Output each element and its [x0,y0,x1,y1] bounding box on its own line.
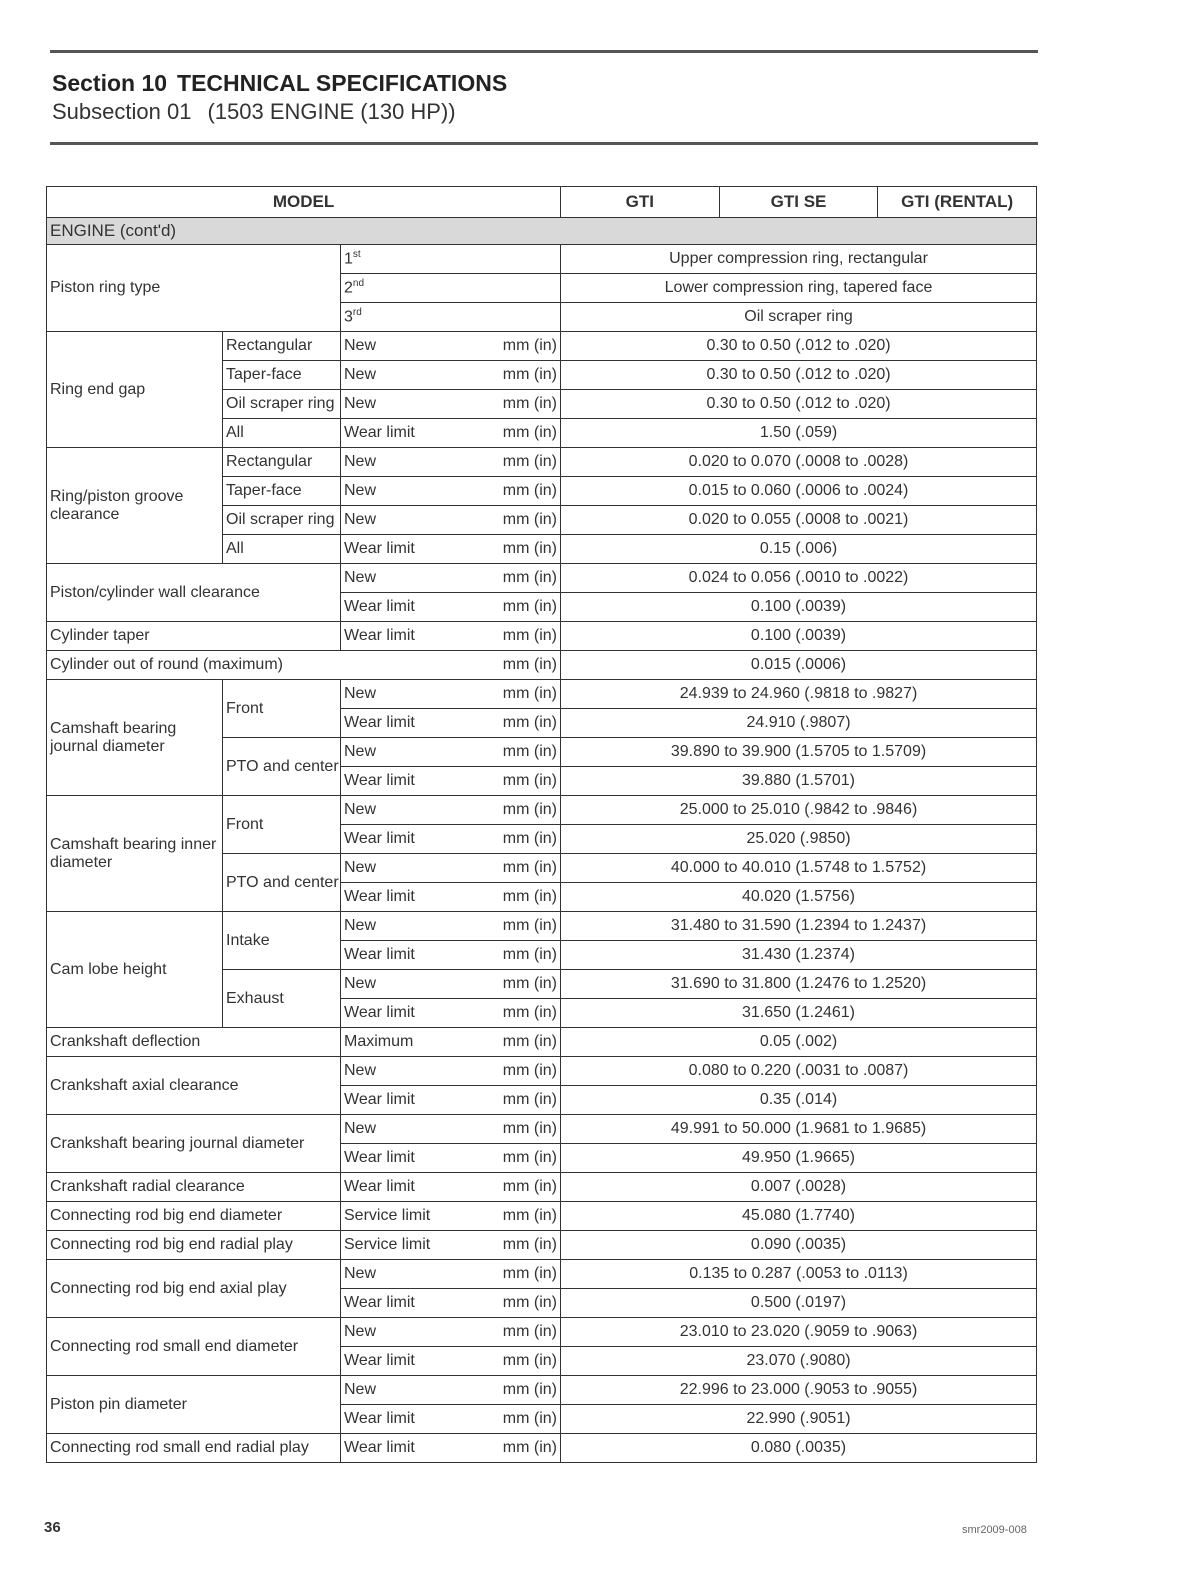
spec-value: 40.000 to 40.010 (1.5748 to 1.5752) [561,854,1037,883]
engine-label: ENGINE (cont'd) [47,218,1037,245]
spec-value: 0.35 (.014) [561,1086,1037,1115]
unit: mm (in) [491,912,561,941]
position-label: Exhaust [223,970,341,1028]
unit: mm (in) [491,796,561,825]
table-row [47,1115,1037,1144]
section-title [52,70,507,97]
table-row [47,1057,1037,1086]
ring-type: Taper-face [223,477,341,506]
table-row [47,651,1037,680]
rod-big-diameter-label: Connecting rod big end diameter [47,1202,341,1231]
unit: mm (in) [491,970,561,999]
condition: New [341,1115,491,1144]
rod-big-axial-label: Connecting rod big end axial play [47,1260,341,1318]
unit: mm (in) [491,361,561,390]
condition: New [341,970,491,999]
cylinder-round-label: Cylinder out of round (maximum) [47,651,491,680]
unit: mm (in) [491,1434,561,1463]
piston-ring-type-label: Piston ring type [47,245,341,332]
spec-value: 0.500 (.0197) [561,1289,1037,1318]
condition: Wear limit [341,1144,491,1173]
condition: New [341,1057,491,1086]
gti-header: GTI [561,187,720,217]
unit: mm (in) [491,1347,561,1376]
spec-value: 1.50 (.059) [561,419,1037,448]
spec-value: 0.020 to 0.055 (.0008 to .0021) [561,506,1037,535]
spec-value: 0.080 (.0035) [561,1434,1037,1463]
spec-value: 0.007 (.0028) [561,1173,1037,1202]
spec-value: 40.020 (1.5756) [561,883,1037,912]
crank-axial-label: Crankshaft axial clearance [47,1057,341,1115]
unit: mm (in) [491,1260,561,1289]
position-label: PTO and center [223,854,341,912]
spec-value: 22.990 (.9051) [561,1405,1037,1434]
rod-big-radial-label: Connecting rod big end radial play [47,1231,341,1260]
table-header-row [47,187,1037,218]
table-row [47,1434,1037,1463]
condition: Wear limit [341,1347,491,1376]
spec-value: 0.30 to 0.50 (.012 to .020) [561,332,1037,361]
spec-value: 31.430 (1.2374) [561,941,1037,970]
unit: mm (in) [491,535,561,564]
header-rule-top [50,50,1038,53]
engine-group-row [47,218,1037,245]
ring-groove-label: Ring/piston groove clearance [47,448,223,564]
condition: Wear limit [341,825,491,854]
spec-value: 25.020 (.9850) [561,825,1037,854]
condition: New [341,1318,491,1347]
condition: Wear limit [341,593,491,622]
ring-type: All [223,419,341,448]
crank-deflection-label: Crankshaft deflection [47,1028,341,1057]
condition: Maximum [341,1028,491,1057]
condition: New [341,738,491,767]
piston-pin-label: Piston pin diameter [47,1376,341,1434]
gti-rental-header: GTI (RENTAL) [901,192,1014,211]
ring-type: Oil scraper ring [223,390,341,419]
unit: mm (in) [491,825,561,854]
page-number: 36 [44,1519,61,1536]
condition: Service limit [341,1231,491,1260]
cylinder-taper-label: Cylinder taper [47,622,341,651]
condition: Wear limit [341,1405,491,1434]
spec-value: 23.070 (.9080) [561,1347,1037,1376]
spec-value: 24.910 (.9807) [561,709,1037,738]
gti-se-header: GTI SE [720,187,879,217]
unit: mm (in) [491,1057,561,1086]
position-label: Front [223,680,341,738]
subsection-title [52,99,456,125]
table-row [47,332,1037,361]
unit: mm (in) [491,622,561,651]
unit: mm (in) [491,1028,561,1057]
variant-header-group [561,187,1037,218]
subsection-label: Subsection 01 [52,99,192,124]
unit: mm (in) [491,883,561,912]
ring-type: Rectangular [223,448,341,477]
piston-cylinder-label: Piston/cylinder wall clearance [47,564,341,622]
condition: Wear limit [341,1289,491,1318]
table-row [47,796,1037,825]
rod-small-radial-label: Connecting rod small end radial play [47,1434,341,1463]
unit: mm (in) [491,680,561,709]
crank-journal-label: Crankshaft bearing journal diameter [47,1115,341,1173]
spec-value: 0.015 (.0006) [561,651,1037,680]
spec-value: 31.690 to 31.800 (1.2476 to 1.2520) [561,970,1037,999]
unit: mm (in) [491,1405,561,1434]
spec-table [46,186,1037,1463]
condition: Wear limit [341,767,491,796]
unit: mm (in) [491,477,561,506]
unit: mm (in) [491,593,561,622]
spec-value: 49.991 to 50.000 (1.9681 to 1.9685) [561,1115,1037,1144]
condition: New [341,448,491,477]
subsection-name: (1503 ENGINE (130 HP)) [207,99,456,124]
unit: mm (in) [491,999,561,1028]
unit: mm (in) [491,651,561,680]
unit: mm (in) [491,448,561,477]
spec-value: 39.890 to 39.900 (1.5705 to 1.5709) [561,738,1037,767]
table-row [47,622,1037,651]
ring-end-gap-label: Ring end gap [47,332,223,448]
unit: mm (in) [491,390,561,419]
unit: mm (in) [491,1144,561,1173]
table-row [47,1318,1037,1347]
condition: Wear limit [341,999,491,1028]
condition: New [341,506,491,535]
condition: New [341,390,491,419]
table-row [47,1260,1037,1289]
spec-value: 31.480 to 31.590 (1.2394 to 1.2437) [561,912,1037,941]
table-row [47,1173,1037,1202]
spec-value: 0.024 to 0.056 (.0010 to .0022) [561,564,1037,593]
table-row [47,448,1037,477]
crank-radial-label: Crankshaft radial clearance [47,1173,341,1202]
table-row [47,1028,1037,1057]
condition: Wear limit [341,941,491,970]
unit: mm (in) [491,506,561,535]
spec-value: 25.000 to 25.010 (.9842 to .9846) [561,796,1037,825]
unit: mm (in) [491,1202,561,1231]
section-label: Section 10 [52,70,168,96]
condition: Wear limit [341,419,491,448]
table-row [47,912,1037,941]
condition: Wear limit [341,709,491,738]
spec-value: 0.05 (.002) [561,1028,1037,1057]
condition: Wear limit [341,622,491,651]
condition: New [341,1376,491,1405]
position-label: Front [223,796,341,854]
ring-number: 1st [341,245,561,274]
spec-value: 24.939 to 24.960 (.9818 to .9827) [561,680,1037,709]
unit: mm (in) [491,564,561,593]
model-header: MODEL [47,187,561,218]
unit: mm (in) [491,738,561,767]
condition: Wear limit [341,1434,491,1463]
cam-inner-label: Camshaft bearing inner diameter [47,796,223,912]
spec-value: 0.15 (.006) [561,535,1037,564]
unit: mm (in) [491,1376,561,1405]
header-rule-bottom [50,142,1038,145]
spec-value: 0.30 to 0.50 (.012 to .020) [561,361,1037,390]
unit: mm (in) [491,854,561,883]
ring-number: 3rd [341,303,561,332]
unit: mm (in) [491,332,561,361]
position-label: Intake [223,912,341,970]
spec-value: 0.135 to 0.287 (.0053 to .0113) [561,1260,1037,1289]
condition: New [341,796,491,825]
condition: New [341,1260,491,1289]
unit: mm (in) [491,767,561,796]
unit: mm (in) [491,1289,561,1318]
spec-value: 0.30 to 0.50 (.012 to .020) [561,390,1037,419]
ring-type: Taper-face [223,361,341,390]
unit: mm (in) [491,941,561,970]
ring-number: 2nd [341,274,561,303]
condition: Wear limit [341,883,491,912]
spec-value: 49.950 (1.9665) [561,1144,1037,1173]
position-label: PTO and center [223,738,341,796]
spec-value: 0.015 to 0.060 (.0006 to .0024) [561,477,1037,506]
spec-value: Lower compression ring, tapered face [561,274,1037,303]
table-row [47,564,1037,593]
spec-value: Oil scraper ring [561,303,1037,332]
condition: New [341,477,491,506]
condition: Service limit [341,1202,491,1231]
condition: New [341,361,491,390]
condition: New [341,854,491,883]
condition: Wear limit [341,1086,491,1115]
unit: mm (in) [491,1231,561,1260]
spec-value: 39.880 (1.5701) [561,767,1037,796]
condition: New [341,332,491,361]
unit: mm (in) [491,1318,561,1347]
spec-value: 0.100 (.0039) [561,622,1037,651]
spec-value: 22.996 to 23.000 (.9053 to .9055) [561,1376,1037,1405]
spec-value: 23.010 to 23.020 (.9059 to .9063) [561,1318,1037,1347]
table-row [47,245,1037,274]
condition: Wear limit [341,535,491,564]
spec-value: Upper compression ring, rectangular [561,245,1037,274]
unit: mm (in) [491,1115,561,1144]
spec-value: 45.080 (1.7740) [561,1202,1037,1231]
condition: New [341,564,491,593]
table-row [47,1231,1037,1260]
condition: Wear limit [341,1173,491,1202]
unit: mm (in) [491,1086,561,1115]
unit: mm (in) [491,709,561,738]
figure-code: smr2009-008 [962,1524,1027,1536]
cam-journal-label: Camshaft bearing journal diameter [47,680,223,796]
section-name: TECHNICAL SPECIFICATIONS [177,70,508,96]
ring-type: Oil scraper ring [223,506,341,535]
unit: mm (in) [491,1173,561,1202]
table-row [47,1202,1037,1231]
table-row [47,1376,1037,1405]
spec-value: 0.100 (.0039) [561,593,1037,622]
unit: mm (in) [491,419,561,448]
ring-type: All [223,535,341,564]
spec-value: 0.020 to 0.070 (.0008 to .0028) [561,448,1037,477]
table-row [47,680,1037,709]
condition: New [341,912,491,941]
spec-value: 0.080 to 0.220 (.0031 to .0087) [561,1057,1037,1086]
cam-lobe-label: Cam lobe height [47,912,223,1028]
condition: New [341,680,491,709]
ring-type: Rectangular [223,332,341,361]
spec-value: 0.090 (.0035) [561,1231,1037,1260]
rod-small-diameter-label: Connecting rod small end diameter [47,1318,341,1376]
spec-value: 31.650 (1.2461) [561,999,1037,1028]
